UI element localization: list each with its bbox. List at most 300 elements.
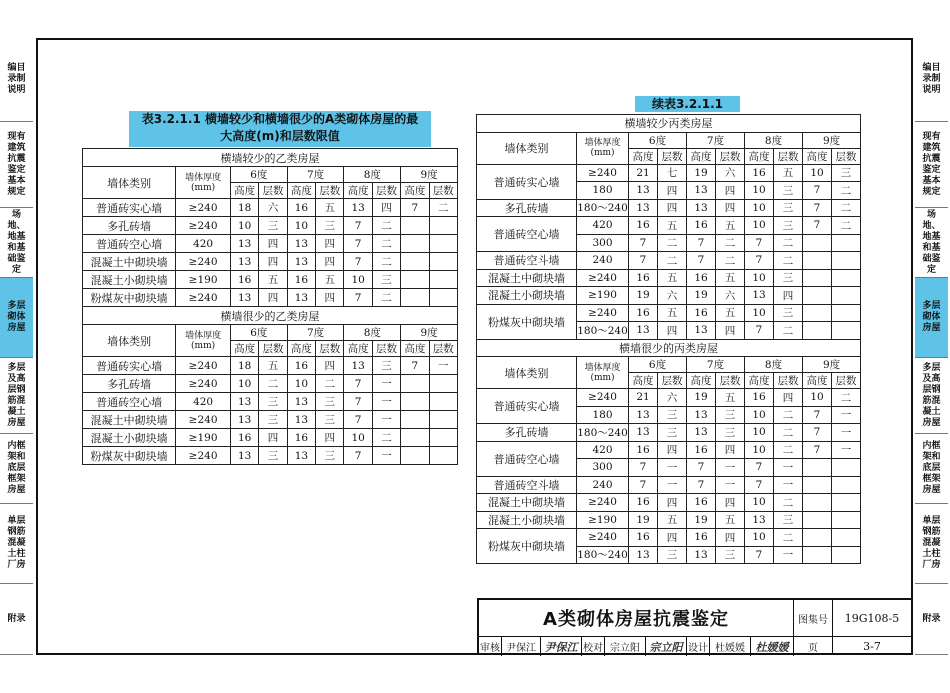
sidebar-tab-label: 编目录制说明 <box>922 63 941 95</box>
cell-value <box>803 511 832 529</box>
sidebar-tab-label: 单层钢筋混凝土柱厂房 <box>922 516 941 570</box>
left-table-title <box>129 111 431 147</box>
sidebar-tab-label: 附录 <box>922 613 941 624</box>
right-section-title-row <box>477 115 861 133</box>
section-title: 横墙很少的乙类房屋 <box>83 307 458 325</box>
cell-value <box>803 546 832 564</box>
cell-value: 五 <box>658 511 687 529</box>
cell-value: 7 <box>803 217 832 235</box>
cell-value: 13 <box>687 546 716 564</box>
left-table <box>82 148 458 465</box>
left-header-row <box>83 325 458 341</box>
cell-wall-type: 多孔砖墙 <box>477 199 577 217</box>
cell-value: 16 <box>687 529 716 547</box>
header-stories: 层数 <box>774 148 803 164</box>
left-row <box>83 235 458 253</box>
header-degree: 9度 <box>401 167 458 183</box>
cell-value: 13 <box>687 406 716 424</box>
left-table-title-line2: 大高度(m)和层数限值 <box>220 129 340 143</box>
cell-thickness: ≥240 <box>176 199 231 217</box>
cell-wall-type: 普通砖空斗墙 <box>477 476 577 494</box>
cell-value: 三 <box>316 217 344 235</box>
right-table-title <box>635 96 740 112</box>
header-degree: 8度 <box>745 132 803 148</box>
cell-wall-type: 混凝土小砌块墙 <box>83 271 176 289</box>
cell-wall-type: 粉煤灰中砌块墙 <box>83 289 176 307</box>
cell-value <box>803 459 832 477</box>
left-row <box>83 289 458 307</box>
cell-value: 19 <box>687 287 716 305</box>
cell-value: 13 <box>287 289 315 307</box>
header-stories: 层数 <box>316 341 344 357</box>
cell-value: 三 <box>716 424 745 442</box>
cell-thickness: 420 <box>577 441 629 459</box>
cell-value: 三 <box>372 271 400 289</box>
atlas-number: 19G108-5 <box>844 611 900 625</box>
cell-thickness: ≥240 <box>176 289 231 307</box>
header-stories: 层数 <box>658 373 687 389</box>
cell-thickness: ≥240 <box>176 357 231 375</box>
cell-value: 二 <box>259 375 287 393</box>
cell-value <box>401 253 429 271</box>
sidebar-left-tab-4[interactable] <box>0 358 33 434</box>
cell-value: 四 <box>658 529 687 547</box>
cell-value: 7 <box>401 199 429 217</box>
sidebar-right-tab-7[interactable] <box>915 584 948 655</box>
header-height: 高度 <box>287 341 315 357</box>
page-label: 页 <box>808 643 818 654</box>
cell-value: 7 <box>745 252 774 270</box>
cell-value: 16 <box>629 529 658 547</box>
cell-thickness: 300 <box>577 234 629 252</box>
header-wall-type: 墙体类别 <box>83 167 176 199</box>
cell-value <box>832 287 861 305</box>
cell-value: 二 <box>658 252 687 270</box>
cell-value <box>832 269 861 287</box>
cell-value: 10 <box>344 271 372 289</box>
header-degree: 7度 <box>287 167 344 183</box>
sidebar-tab-label: 多层砌体房屋 <box>7 301 26 333</box>
cell-value <box>401 217 429 235</box>
cell-value <box>401 271 429 289</box>
cell-value: 四 <box>316 357 344 375</box>
cell-value: 三 <box>716 546 745 564</box>
header-degree: 6度 <box>629 132 687 148</box>
sidebar-left-tab-0[interactable] <box>0 38 33 122</box>
cell-thickness: 300 <box>577 459 629 477</box>
cell-value: 四 <box>658 322 687 340</box>
cell-value: 四 <box>716 441 745 459</box>
cell-value: 三 <box>774 511 803 529</box>
cell-value: 16 <box>745 389 774 407</box>
cell-thickness: ≥240 <box>577 164 629 182</box>
header-degree: 9度 <box>803 132 861 148</box>
cell-value: 二 <box>774 424 803 442</box>
cell-value <box>803 287 832 305</box>
cell-value: 二 <box>832 217 861 235</box>
cell-value: 六 <box>658 287 687 305</box>
drawing-title: A类砌体房屋抗震鉴定 <box>543 609 729 630</box>
cell-value: 13 <box>287 411 315 429</box>
check-name: 宗立阳 <box>610 643 640 654</box>
cell-value: 13 <box>687 199 716 217</box>
right-row <box>477 287 861 305</box>
header-height: 高度 <box>230 183 258 199</box>
cell-value: 一 <box>774 476 803 494</box>
cell-wall-type: 粉煤灰中砌块墙 <box>83 447 176 465</box>
cell-value: 五 <box>716 511 745 529</box>
cell-value: 四 <box>658 199 687 217</box>
cell-value: 三 <box>774 182 803 200</box>
right-row <box>477 494 861 512</box>
cell-value: 一 <box>372 411 400 429</box>
sidebar-tab-label: 编目录制说明 <box>7 63 26 95</box>
cell-value: 六 <box>716 287 745 305</box>
cell-value: 19 <box>687 389 716 407</box>
cell-value: 五 <box>259 357 287 375</box>
cell-value: 二 <box>832 182 861 200</box>
right-header-row <box>477 132 861 148</box>
header-stories: 层数 <box>716 373 745 389</box>
header-height: 高度 <box>629 373 658 389</box>
cell-value: 五 <box>716 217 745 235</box>
cell-value <box>832 252 861 270</box>
cell-value: 18 <box>230 357 258 375</box>
cell-value: 16 <box>687 494 716 512</box>
cell-thickness: 240 <box>577 476 629 494</box>
cell-value: 五 <box>316 199 344 217</box>
sidebar-right-tab-4[interactable] <box>915 358 948 434</box>
cell-value: 三 <box>259 217 287 235</box>
sidebar-tab-label: 场地、地基和基础鉴定 <box>922 209 941 275</box>
sidebar-right-tab-2[interactable] <box>915 208 948 278</box>
cell-value: 19 <box>687 511 716 529</box>
cell-thickness: ≥240 <box>176 375 231 393</box>
header-wall-thickness: 墙体厚度(mm) <box>577 132 629 164</box>
cell-value: 10 <box>745 182 774 200</box>
cell-wall-type: 混凝土中砌块墙 <box>83 411 176 429</box>
cell-value <box>803 529 832 547</box>
cell-value: 四 <box>316 253 344 271</box>
header-height: 高度 <box>803 373 832 389</box>
cell-wall-type: 普通砖空心墙 <box>83 235 176 253</box>
sidebar-tab-label: 附录 <box>7 613 26 624</box>
left-row <box>83 253 458 271</box>
cell-value: 16 <box>745 164 774 182</box>
sidebar-tab-label: 内框架和底层框架房屋 <box>7 441 26 495</box>
cell-thickness: ≥240 <box>176 411 231 429</box>
cell-value: 13 <box>687 182 716 200</box>
cell-value <box>803 304 832 322</box>
cell-value: 13 <box>230 393 258 411</box>
cell-value: 7 <box>629 459 658 477</box>
cell-value: 13 <box>230 447 258 465</box>
cell-value: 四 <box>259 429 287 447</box>
header-height: 高度 <box>344 341 372 357</box>
cell-value: 三 <box>259 393 287 411</box>
cell-value: 二 <box>372 235 400 253</box>
cell-value: 四 <box>259 235 287 253</box>
cell-value: 一 <box>372 447 400 465</box>
cell-thickness: ≥240 <box>176 253 231 271</box>
cell-value: 16 <box>629 269 658 287</box>
cell-thickness: 420 <box>176 393 231 411</box>
cell-value: 二 <box>832 389 861 407</box>
header-degree: 7度 <box>287 325 344 341</box>
cell-value: 16 <box>230 271 258 289</box>
cell-value <box>429 411 457 429</box>
cell-value: 13 <box>287 393 315 411</box>
cell-value: 7 <box>687 459 716 477</box>
check-signature: 宗立阳 <box>649 640 683 654</box>
right-row <box>477 269 861 287</box>
cell-value: 三 <box>316 411 344 429</box>
cell-value: 10 <box>287 375 315 393</box>
cell-value: 13 <box>629 406 658 424</box>
cell-thickness: 180～240 <box>577 199 629 217</box>
right-row <box>477 252 861 270</box>
cell-value: 7 <box>629 234 658 252</box>
header-height: 高度 <box>230 341 258 357</box>
cell-value: 一 <box>429 357 457 375</box>
header-stories: 层数 <box>774 373 803 389</box>
cell-thickness: ≥190 <box>577 287 629 305</box>
sidebar-left <box>0 38 33 655</box>
cell-value: 10 <box>745 269 774 287</box>
cell-value: 二 <box>372 217 400 235</box>
header-wall-type: 墙体类别 <box>83 325 176 357</box>
right-row <box>477 424 861 442</box>
cell-wall-type: 普通砖空心墙 <box>477 217 577 252</box>
cell-value: 二 <box>372 253 400 271</box>
cell-value: 16 <box>629 494 658 512</box>
cell-value: 四 <box>716 494 745 512</box>
cell-thickness: ≥240 <box>577 494 629 512</box>
header-degree: 6度 <box>230 325 287 341</box>
cell-value: 7 <box>687 476 716 494</box>
title-block <box>477 598 911 655</box>
cell-value: 四 <box>316 235 344 253</box>
cell-value: 10 <box>745 441 774 459</box>
left-row <box>83 199 458 217</box>
cell-value: 7 <box>344 447 372 465</box>
header-degree: 8度 <box>745 357 803 373</box>
cell-value: 二 <box>658 234 687 252</box>
cell-value: 7 <box>344 253 372 271</box>
cell-value: 一 <box>832 441 861 459</box>
sidebar-right-tab-6[interactable] <box>915 504 948 584</box>
header-degree: 6度 <box>629 357 687 373</box>
sidebar-left-tab-6[interactable] <box>0 504 33 584</box>
sidebar-right <box>915 38 948 655</box>
cell-value: 16 <box>687 441 716 459</box>
right-row <box>477 529 861 547</box>
cell-value: 10 <box>745 424 774 442</box>
atlas-label: 图集号 <box>798 614 828 626</box>
cell-value: 10 <box>230 375 258 393</box>
cell-value: 10 <box>803 164 832 182</box>
cell-thickness: ≥240 <box>577 389 629 407</box>
cell-value <box>401 411 429 429</box>
section-title: 横墙很少的丙类房屋 <box>477 339 861 357</box>
cell-value: 13 <box>230 289 258 307</box>
cell-value <box>832 511 861 529</box>
cell-thickness: 180～240 <box>577 424 629 442</box>
cell-value <box>429 271 457 289</box>
cell-value <box>401 447 429 465</box>
cell-value: 13 <box>287 235 315 253</box>
section-title: 横墙较少丙类房屋 <box>477 115 861 133</box>
sidebar-right-tab-5[interactable] <box>915 434 948 504</box>
cell-value <box>832 459 861 477</box>
cell-value: 7 <box>344 217 372 235</box>
cell-value: 16 <box>629 441 658 459</box>
header-stories: 层数 <box>259 341 287 357</box>
cell-value <box>803 269 832 287</box>
cell-value: 二 <box>716 252 745 270</box>
sidebar-left-tab-1[interactable] <box>0 122 33 208</box>
cell-thickness: ≥240 <box>176 217 231 235</box>
cell-value <box>832 546 861 564</box>
cell-value: 13 <box>745 287 774 305</box>
cell-value: 二 <box>832 199 861 217</box>
sidebar-tab-label: 单层钢筋混凝土柱厂房 <box>7 516 26 570</box>
cell-thickness: ≥190 <box>577 511 629 529</box>
cell-wall-type: 粉煤灰中砌块墙 <box>477 304 577 339</box>
cell-value: 13 <box>287 253 315 271</box>
cell-value: 7 <box>687 252 716 270</box>
cell-value <box>429 375 457 393</box>
cell-value: 13 <box>629 546 658 564</box>
cell-value: 10 <box>745 529 774 547</box>
cell-thickness: ≥240 <box>577 529 629 547</box>
cell-value: 五 <box>658 304 687 322</box>
header-degree: 6度 <box>230 167 287 183</box>
cell-value: 五 <box>716 269 745 287</box>
cell-value: 16 <box>287 429 315 447</box>
design-name: 杜媛媛 <box>715 643 745 654</box>
cell-value: 16 <box>287 271 315 289</box>
cell-value: 一 <box>658 459 687 477</box>
cell-thickness: 180～240 <box>577 322 629 340</box>
cell-value <box>803 494 832 512</box>
cell-value: 13 <box>230 235 258 253</box>
cell-value: 四 <box>372 199 400 217</box>
sidebar-left-tab-3[interactable] <box>0 278 33 358</box>
sidebar-right-tab-0[interactable] <box>915 38 948 122</box>
cell-wall-type: 普通砖实心墙 <box>83 199 176 217</box>
cell-value: 三 <box>832 164 861 182</box>
cell-value: 三 <box>774 217 803 235</box>
cell-wall-type: 普通砖空心墙 <box>477 441 577 476</box>
right-table-title-text: 续表3.2.1.1 <box>651 97 724 111</box>
cell-value <box>832 322 861 340</box>
header-wall-thickness: 墙体厚度(mm) <box>176 325 231 357</box>
cell-value: 二 <box>429 199 457 217</box>
cell-value: 三 <box>658 546 687 564</box>
cell-value: 三 <box>774 304 803 322</box>
cell-value <box>429 393 457 411</box>
cell-value: 五 <box>658 269 687 287</box>
cell-value: 10 <box>344 429 372 447</box>
cell-value: 四 <box>658 182 687 200</box>
cell-value: 四 <box>316 429 344 447</box>
right-row <box>477 217 861 235</box>
review-signature: 尹保江 <box>544 640 578 654</box>
right-header-row <box>477 357 861 373</box>
cell-value: 10 <box>287 217 315 235</box>
cell-wall-type: 普通砖空斗墙 <box>477 252 577 270</box>
cell-thickness: 180 <box>577 406 629 424</box>
cell-value: 10 <box>745 217 774 235</box>
cell-thickness: 420 <box>176 235 231 253</box>
cell-value: 一 <box>774 459 803 477</box>
cell-value: 四 <box>316 289 344 307</box>
header-degree: 7度 <box>687 357 745 373</box>
header-stories: 层数 <box>372 341 400 357</box>
cell-value: 10 <box>745 406 774 424</box>
header-stories: 层数 <box>832 373 861 389</box>
header-degree: 8度 <box>344 167 401 183</box>
cell-value: 七 <box>658 164 687 182</box>
cell-value: 三 <box>774 269 803 287</box>
header-height: 高度 <box>687 148 716 164</box>
cell-value: 13 <box>629 424 658 442</box>
sidebar-left-tab-2[interactable] <box>0 208 33 278</box>
header-wall-type: 墙体类别 <box>477 132 577 164</box>
cell-value: 四 <box>774 287 803 305</box>
cell-thickness: 180 <box>577 182 629 200</box>
cell-value <box>401 393 429 411</box>
cell-value: 四 <box>716 182 745 200</box>
sidebar-left-tab-5[interactable] <box>0 434 33 504</box>
cell-value: 三 <box>259 411 287 429</box>
header-stories: 层数 <box>372 183 400 199</box>
cell-wall-type: 粉煤灰中砌块墙 <box>477 529 577 564</box>
header-stories: 层数 <box>316 183 344 199</box>
cell-value: 13 <box>287 447 315 465</box>
right-table <box>476 114 861 564</box>
header-height: 高度 <box>401 341 429 357</box>
right-row <box>477 199 861 217</box>
cell-value: 二 <box>774 252 803 270</box>
right-row <box>477 476 861 494</box>
cell-value: 一 <box>716 476 745 494</box>
cell-value: 10 <box>745 494 774 512</box>
cell-value: 二 <box>774 494 803 512</box>
sidebar-left-tab-7[interactable] <box>0 584 33 655</box>
cell-value: 四 <box>658 441 687 459</box>
cell-value: 7 <box>344 289 372 307</box>
cell-value: 7 <box>803 441 832 459</box>
cell-value: 7 <box>687 234 716 252</box>
header-stories: 层数 <box>259 183 287 199</box>
header-degree: 9度 <box>803 357 861 373</box>
right-row <box>477 441 861 459</box>
cell-value: 五 <box>658 217 687 235</box>
cell-value: 一 <box>832 406 861 424</box>
cell-value <box>832 234 861 252</box>
left-row <box>83 357 458 375</box>
cell-value: 21 <box>629 389 658 407</box>
sidebar-right-tab-3[interactable] <box>915 278 948 358</box>
cell-value: 四 <box>716 529 745 547</box>
right-row <box>477 164 861 182</box>
sidebar-tab-label: 现有建筑抗震鉴定基本规定 <box>922 131 941 197</box>
left-row <box>83 429 458 447</box>
sidebar-right-tab-1[interactable] <box>915 122 948 208</box>
cell-value: 二 <box>372 429 400 447</box>
